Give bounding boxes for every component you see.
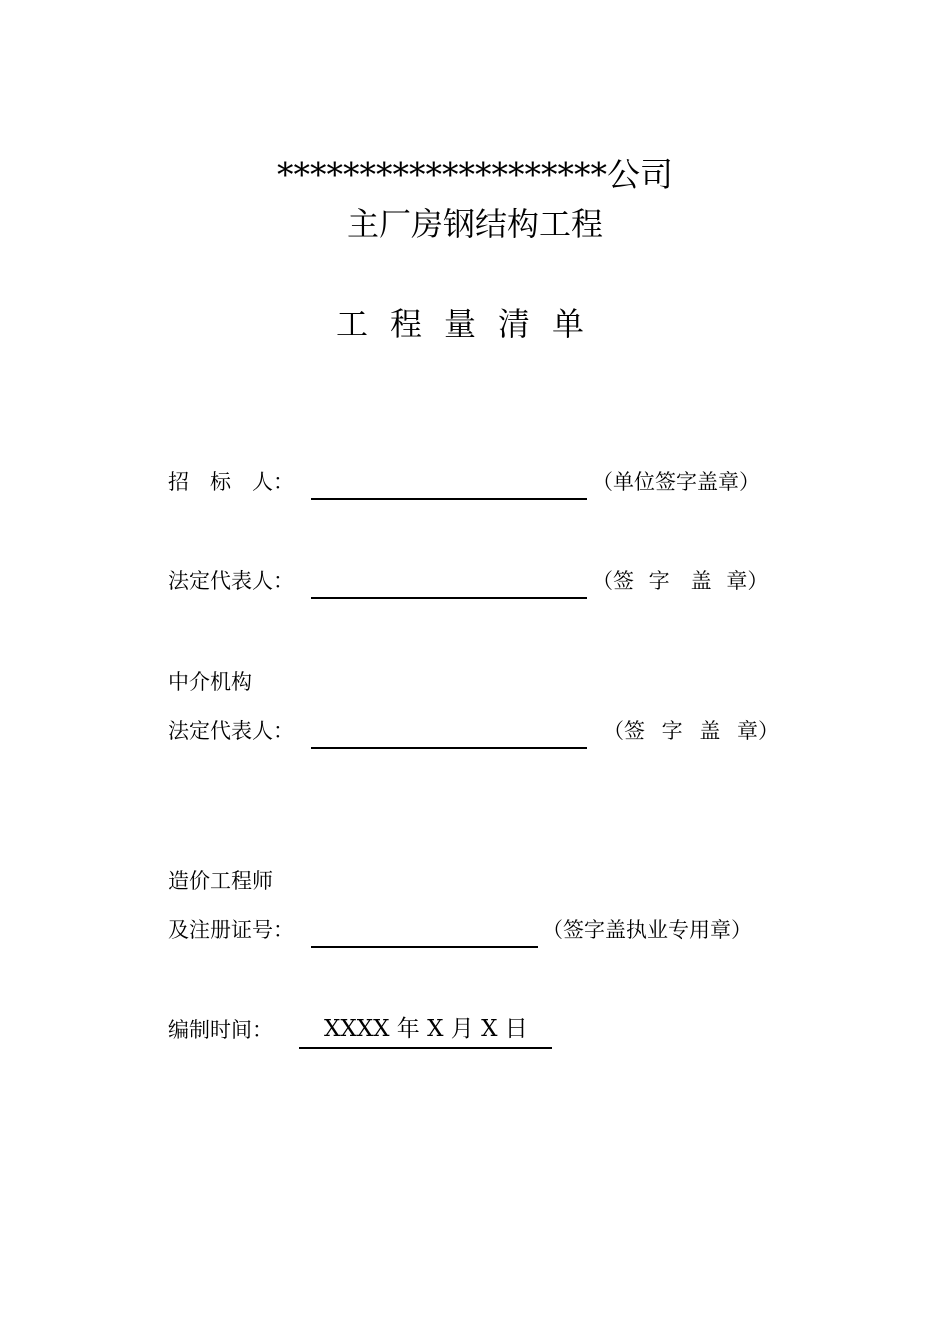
project-name: 主厂房钢结构工程 (346, 205, 603, 243)
tenderer-note: （单位签字盖章） (592, 470, 760, 494)
legal-rep-note: （签 字 盖 章） (592, 569, 769, 593)
date-underline (299, 1047, 552, 1049)
engineer-heading: 造价工程师 (168, 869, 273, 893)
tenderer-signature-line[interactable] (311, 498, 587, 500)
agency-heading: 中介机构 (168, 670, 252, 694)
engineer-reg-line[interactable] (311, 946, 538, 948)
agency-rep-note: （签 字 盖 章） (603, 719, 780, 743)
date-label: 编制时间： (168, 1018, 273, 1042)
agency-rep-signature-line[interactable] (311, 747, 587, 749)
company-name: ********************公司 (277, 155, 673, 194)
legal-rep-label: 法定代表人： (168, 569, 294, 593)
date-value: XXXX 年 X 月 X 日 (324, 1016, 528, 1042)
tenderer-label: 招 标 人： (168, 470, 294, 494)
document-title: 工程量清单 (336, 305, 607, 343)
legal-rep-signature-line[interactable] (311, 597, 587, 599)
agency-rep-label: 法定代表人： (168, 719, 294, 743)
engineer-reg-note: （签字盖执业专用章） (542, 918, 752, 942)
engineer-reg-label: 及注册证号： (168, 918, 294, 942)
